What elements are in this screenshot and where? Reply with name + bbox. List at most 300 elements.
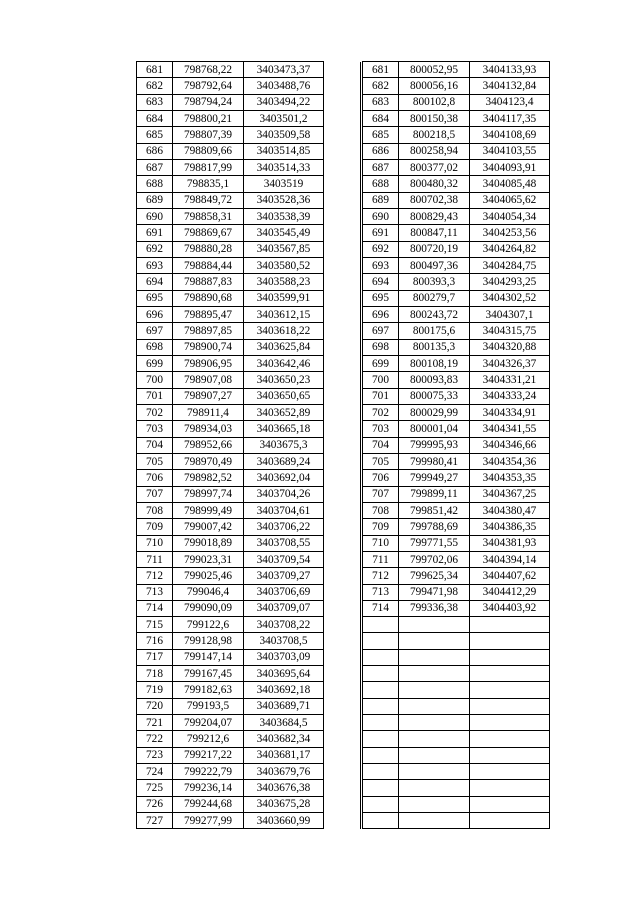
- point-number-cell: 703: [363, 421, 399, 437]
- table-row: [137, 666, 361, 682]
- y-coordinate-cell: 3404117,35: [470, 110, 550, 126]
- x-coordinate-cell: 799277,99: [173, 813, 244, 829]
- table-row: [363, 355, 550, 371]
- point-number-cell: 703: [137, 421, 173, 437]
- blank-cell: [324, 633, 361, 649]
- empty-cell: [363, 796, 399, 812]
- blank-cell: [324, 339, 361, 355]
- point-number-cell: 693: [137, 257, 173, 273]
- left-coordinate-table: [136, 61, 361, 829]
- table-row: [137, 241, 361, 257]
- x-coordinate-cell: 799244,68: [173, 796, 244, 812]
- empty-table-row: [363, 764, 550, 780]
- point-number-cell: 714: [137, 600, 173, 616]
- point-number-cell: 712: [363, 568, 399, 584]
- empty-cell: [399, 698, 470, 714]
- table-row: [137, 421, 361, 437]
- point-number-cell: 710: [363, 535, 399, 551]
- point-number-cell: 702: [137, 404, 173, 420]
- empty-cell: [399, 747, 470, 763]
- x-coordinate-cell: 799182,63: [173, 682, 244, 698]
- blank-cell: [324, 584, 361, 600]
- empty-cell: [470, 764, 550, 780]
- blank-cell: [324, 208, 361, 224]
- x-coordinate-cell: 800829,43: [399, 208, 470, 224]
- point-number-cell: 720: [137, 698, 173, 714]
- blank-cell: [324, 78, 361, 94]
- point-number-cell: 707: [137, 486, 173, 502]
- point-number-cell: 708: [363, 502, 399, 518]
- point-number-cell: 711: [363, 551, 399, 567]
- table-row: [137, 502, 361, 518]
- y-coordinate-cell: 3404334,91: [470, 404, 550, 420]
- empty-cell: [399, 715, 470, 731]
- y-coordinate-cell: 3403514,33: [244, 159, 324, 175]
- point-number-cell: 688: [363, 176, 399, 192]
- y-coordinate-cell: 3403675,28: [244, 796, 324, 812]
- point-number-cell: 696: [137, 306, 173, 322]
- point-number-cell: 687: [363, 159, 399, 175]
- point-number-cell: 706: [363, 470, 399, 486]
- blank-cell: [324, 698, 361, 714]
- x-coordinate-cell: 799788,69: [399, 519, 470, 535]
- point-number-cell: 698: [137, 339, 173, 355]
- point-number-cell: 693: [363, 257, 399, 273]
- x-coordinate-cell: 798858,31: [173, 208, 244, 224]
- empty-cell: [363, 731, 399, 747]
- point-number-cell: 727: [137, 813, 173, 829]
- x-coordinate-cell: 798907,08: [173, 372, 244, 388]
- point-number-cell: 682: [363, 78, 399, 94]
- empty-cell: [399, 666, 470, 682]
- point-number-cell: 691: [363, 225, 399, 241]
- blank-cell: [324, 486, 361, 502]
- point-number-cell: 683: [363, 94, 399, 110]
- empty-cell: [470, 780, 550, 796]
- blank-cell: [324, 421, 361, 437]
- x-coordinate-cell: 798794,24: [173, 94, 244, 110]
- table-row: [137, 698, 361, 714]
- table-row: [137, 372, 361, 388]
- blank-cell: [324, 551, 361, 567]
- table-row: [137, 813, 361, 829]
- x-coordinate-cell: 800093,83: [399, 372, 470, 388]
- x-coordinate-cell: 798999,49: [173, 502, 244, 518]
- table-row: [137, 796, 361, 812]
- x-coordinate-cell: 800497,36: [399, 257, 470, 273]
- point-number-cell: 692: [137, 241, 173, 257]
- table-row: [137, 208, 361, 224]
- empty-cell: [470, 633, 550, 649]
- point-number-cell: 701: [137, 388, 173, 404]
- blank-cell: [324, 372, 361, 388]
- table-row: [137, 339, 361, 355]
- table-row: [137, 127, 361, 143]
- x-coordinate-cell: 798807,39: [173, 127, 244, 143]
- y-coordinate-cell: 3404331,21: [470, 372, 550, 388]
- y-coordinate-cell: 3403473,37: [244, 62, 324, 78]
- point-number-cell: 698: [363, 339, 399, 355]
- y-coordinate-cell: 3403692,04: [244, 470, 324, 486]
- point-number-cell: 715: [137, 617, 173, 633]
- table-row: [363, 339, 550, 355]
- x-coordinate-cell: 798934,03: [173, 421, 244, 437]
- x-coordinate-cell: 800001,04: [399, 421, 470, 437]
- y-coordinate-cell: 3403642,46: [244, 355, 324, 371]
- y-coordinate-cell: 3403689,24: [244, 453, 324, 469]
- blank-cell: [324, 241, 361, 257]
- blank-cell: [324, 666, 361, 682]
- table-row: [363, 519, 550, 535]
- y-coordinate-cell: 3403681,17: [244, 747, 324, 763]
- table-row: [137, 535, 361, 551]
- table-row: [137, 257, 361, 273]
- point-number-cell: 702: [363, 404, 399, 420]
- y-coordinate-cell: 3403706,69: [244, 584, 324, 600]
- y-coordinate-cell: 3404333,24: [470, 388, 550, 404]
- x-coordinate-cell: 798895,47: [173, 306, 244, 322]
- y-coordinate-cell: 3403567,85: [244, 241, 324, 257]
- y-coordinate-cell: 3404341,55: [470, 421, 550, 437]
- y-coordinate-cell: 3403709,07: [244, 600, 324, 616]
- empty-table-row: [363, 666, 550, 682]
- y-coordinate-cell: 3403695,64: [244, 666, 324, 682]
- empty-table-row: [363, 715, 550, 731]
- y-coordinate-cell: 3403665,18: [244, 421, 324, 437]
- blank-cell: [324, 257, 361, 273]
- point-number-cell: 711: [137, 551, 173, 567]
- point-number-cell: 696: [363, 306, 399, 322]
- empty-cell: [363, 682, 399, 698]
- right-coordinate-table-container: [362, 61, 550, 829]
- y-coordinate-cell: 3404367,25: [470, 486, 550, 502]
- empty-cell: [470, 813, 550, 829]
- table-row: [137, 780, 361, 796]
- point-number-cell: 697: [363, 323, 399, 339]
- empty-table-row: [363, 747, 550, 763]
- table-row: [137, 274, 361, 290]
- x-coordinate-cell: 800218,5: [399, 127, 470, 143]
- x-coordinate-cell: 798970,49: [173, 453, 244, 469]
- blank-cell: [324, 715, 361, 731]
- x-coordinate-cell: 798952,66: [173, 437, 244, 453]
- y-coordinate-cell: 3403692,18: [244, 682, 324, 698]
- y-coordinate-cell: 3403706,22: [244, 519, 324, 535]
- blank-cell: [324, 290, 361, 306]
- y-coordinate-cell: 3404253,56: [470, 225, 550, 241]
- table-row: [363, 94, 550, 110]
- table-row: [137, 453, 361, 469]
- y-coordinate-cell: 3404394,14: [470, 551, 550, 567]
- table-row: [137, 519, 361, 535]
- x-coordinate-cell: 799899,11: [399, 486, 470, 502]
- x-coordinate-cell: 799702,06: [399, 551, 470, 567]
- y-coordinate-cell: 3404093,91: [470, 159, 550, 175]
- x-coordinate-cell: 798884,44: [173, 257, 244, 273]
- x-coordinate-cell: 798911,4: [173, 404, 244, 420]
- blank-cell: [324, 192, 361, 208]
- table-row: [137, 78, 361, 94]
- x-coordinate-cell: 799204,07: [173, 715, 244, 731]
- table-row: [363, 584, 550, 600]
- y-coordinate-cell: 3403588,23: [244, 274, 324, 290]
- y-coordinate-cell: 3403528,36: [244, 192, 324, 208]
- y-coordinate-cell: 3404315,75: [470, 323, 550, 339]
- point-number-cell: 722: [137, 731, 173, 747]
- table-row: [137, 764, 361, 780]
- table-row: [137, 355, 361, 371]
- point-number-cell: 714: [363, 600, 399, 616]
- table-row: [363, 453, 550, 469]
- x-coordinate-cell: 798887,83: [173, 274, 244, 290]
- blank-cell: [324, 568, 361, 584]
- point-number-cell: 707: [363, 486, 399, 502]
- y-coordinate-cell: 3403538,39: [244, 208, 324, 224]
- y-coordinate-cell: 3403650,23: [244, 372, 324, 388]
- y-coordinate-cell: 3403708,5: [244, 633, 324, 649]
- table-row: [363, 274, 550, 290]
- y-coordinate-cell: 3403704,61: [244, 502, 324, 518]
- x-coordinate-cell: 798906,95: [173, 355, 244, 371]
- x-coordinate-cell: 798835,1: [173, 176, 244, 192]
- empty-cell: [470, 747, 550, 763]
- point-number-cell: 691: [137, 225, 173, 241]
- table-row: [137, 551, 361, 567]
- point-number-cell: 704: [137, 437, 173, 453]
- point-number-cell: 705: [137, 453, 173, 469]
- x-coordinate-cell: 800029,99: [399, 404, 470, 420]
- point-number-cell: 709: [363, 519, 399, 535]
- empty-table-row: [363, 682, 550, 698]
- x-coordinate-cell: 799147,14: [173, 649, 244, 665]
- point-number-cell: 695: [137, 290, 173, 306]
- empty-table-row: [363, 731, 550, 747]
- empty-cell: [470, 617, 550, 633]
- table-row: [137, 306, 361, 322]
- blank-cell: [324, 306, 361, 322]
- x-coordinate-cell: 798817,99: [173, 159, 244, 175]
- point-number-cell: 708: [137, 502, 173, 518]
- blank-cell: [324, 62, 361, 78]
- y-coordinate-cell: 3403703,09: [244, 649, 324, 665]
- empty-table-row: [363, 796, 550, 812]
- table-row: [137, 649, 361, 665]
- x-coordinate-cell: 799167,45: [173, 666, 244, 682]
- blank-cell: [324, 388, 361, 404]
- x-coordinate-cell: 799949,27: [399, 470, 470, 486]
- table-row: [137, 323, 361, 339]
- blank-cell: [324, 535, 361, 551]
- point-number-cell: 699: [137, 355, 173, 371]
- table-row: [363, 551, 550, 567]
- empty-cell: [363, 698, 399, 714]
- x-coordinate-cell: 799122,6: [173, 617, 244, 633]
- y-coordinate-cell: 3404407,62: [470, 568, 550, 584]
- y-coordinate-cell: 3404380,47: [470, 502, 550, 518]
- point-number-cell: 692: [363, 241, 399, 257]
- point-number-cell: 699: [363, 355, 399, 371]
- empty-cell: [399, 633, 470, 649]
- y-coordinate-cell: 3404293,25: [470, 274, 550, 290]
- x-coordinate-cell: 800150,38: [399, 110, 470, 126]
- point-number-cell: 723: [137, 747, 173, 763]
- point-number-cell: 700: [363, 372, 399, 388]
- empty-table-row: [363, 649, 550, 665]
- x-coordinate-cell: 799995,93: [399, 437, 470, 453]
- empty-cell: [363, 747, 399, 763]
- point-number-cell: 685: [137, 127, 173, 143]
- blank-cell: [324, 649, 361, 665]
- y-coordinate-cell: 3404284,75: [470, 257, 550, 273]
- point-number-cell: 683: [137, 94, 173, 110]
- table-row: [363, 257, 550, 273]
- x-coordinate-cell: 799336,38: [399, 600, 470, 616]
- y-coordinate-cell: 3403494,22: [244, 94, 324, 110]
- table-row: [363, 192, 550, 208]
- empty-cell: [363, 649, 399, 665]
- empty-cell: [399, 780, 470, 796]
- y-coordinate-cell: 3403675,3: [244, 437, 324, 453]
- y-coordinate-cell: 3404302,52: [470, 290, 550, 306]
- point-number-cell: 694: [363, 274, 399, 290]
- x-coordinate-cell: 799018,89: [173, 535, 244, 551]
- table-row: [137, 747, 361, 763]
- table-row: [137, 617, 361, 633]
- point-number-cell: 689: [137, 192, 173, 208]
- empty-cell: [399, 731, 470, 747]
- point-number-cell: 681: [137, 62, 173, 78]
- empty-cell: [470, 715, 550, 731]
- y-coordinate-cell: 3404133,93: [470, 62, 550, 78]
- empty-cell: [399, 764, 470, 780]
- empty-cell: [470, 698, 550, 714]
- table-row: [363, 486, 550, 502]
- blank-cell: [324, 780, 361, 796]
- y-coordinate-cell: 3403580,52: [244, 257, 324, 273]
- point-number-cell: 685: [363, 127, 399, 143]
- x-coordinate-cell: 798890,68: [173, 290, 244, 306]
- y-coordinate-cell: 3404353,35: [470, 470, 550, 486]
- point-number-cell: 706: [137, 470, 173, 486]
- y-coordinate-cell: 3403682,34: [244, 731, 324, 747]
- table-row: [137, 110, 361, 126]
- x-coordinate-cell: 799980,41: [399, 453, 470, 469]
- point-number-cell: 694: [137, 274, 173, 290]
- table-row: [137, 192, 361, 208]
- x-coordinate-cell: 800052,95: [399, 62, 470, 78]
- empty-cell: [399, 617, 470, 633]
- empty-cell: [470, 649, 550, 665]
- table-row: [137, 225, 361, 241]
- table-row: [137, 470, 361, 486]
- x-coordinate-cell: 799090,09: [173, 600, 244, 616]
- x-coordinate-cell: 798900,74: [173, 339, 244, 355]
- y-coordinate-cell: 3403709,27: [244, 568, 324, 584]
- empty-cell: [470, 796, 550, 812]
- point-number-cell: 719: [137, 682, 173, 698]
- point-number-cell: 716: [137, 633, 173, 649]
- blank-cell: [324, 470, 361, 486]
- table-row: [137, 437, 361, 453]
- x-coordinate-cell: 798849,72: [173, 192, 244, 208]
- empty-cell: [363, 617, 399, 633]
- table-row: [137, 143, 361, 159]
- y-coordinate-cell: 3403708,55: [244, 535, 324, 551]
- y-coordinate-cell: 3403509,58: [244, 127, 324, 143]
- x-coordinate-cell: 798809,66: [173, 143, 244, 159]
- y-coordinate-cell: 3404108,69: [470, 127, 550, 143]
- x-coordinate-cell: 800135,3: [399, 339, 470, 355]
- x-coordinate-cell: 800056,16: [399, 78, 470, 94]
- table-row: [363, 600, 550, 616]
- y-coordinate-cell: 3403708,22: [244, 617, 324, 633]
- point-number-cell: 704: [363, 437, 399, 453]
- empty-table-row: [363, 617, 550, 633]
- x-coordinate-cell: 798997,74: [173, 486, 244, 502]
- x-coordinate-cell: 799007,42: [173, 519, 244, 535]
- blank-cell: [324, 274, 361, 290]
- empty-cell: [470, 731, 550, 747]
- y-coordinate-cell: 3404412,29: [470, 584, 550, 600]
- table-row: [137, 94, 361, 110]
- table-row: [137, 633, 361, 649]
- x-coordinate-cell: 798869,67: [173, 225, 244, 241]
- y-coordinate-cell: 3404054,34: [470, 208, 550, 224]
- table-row: [363, 159, 550, 175]
- table-row: [363, 127, 550, 143]
- point-number-cell: 688: [137, 176, 173, 192]
- y-coordinate-cell: 3403650,65: [244, 388, 324, 404]
- x-coordinate-cell: 800702,38: [399, 192, 470, 208]
- y-coordinate-cell: 3403545,49: [244, 225, 324, 241]
- blank-cell: [324, 453, 361, 469]
- x-coordinate-cell: 799212,6: [173, 731, 244, 747]
- point-number-cell: 690: [363, 208, 399, 224]
- table-row: [363, 535, 550, 551]
- x-coordinate-cell: 799128,98: [173, 633, 244, 649]
- table-row: [363, 421, 550, 437]
- x-coordinate-cell: 799771,55: [399, 535, 470, 551]
- empty-cell: [363, 633, 399, 649]
- point-number-cell: 726: [137, 796, 173, 812]
- table-row: [363, 568, 550, 584]
- empty-cell: [363, 715, 399, 731]
- table-row: [363, 110, 550, 126]
- y-coordinate-cell: 3403519: [244, 176, 324, 192]
- empty-table-row: [363, 633, 550, 649]
- table-row: [363, 470, 550, 486]
- x-coordinate-cell: 800279,7: [399, 290, 470, 306]
- x-coordinate-cell: 800175,6: [399, 323, 470, 339]
- point-number-cell: 700: [137, 372, 173, 388]
- x-coordinate-cell: 800258,94: [399, 143, 470, 159]
- point-number-cell: 713: [363, 584, 399, 600]
- right-table-body: [363, 62, 550, 829]
- table-row: [137, 715, 361, 731]
- table-row: [363, 78, 550, 94]
- point-number-cell: 721: [137, 715, 173, 731]
- x-coordinate-cell: 798982,52: [173, 470, 244, 486]
- blank-cell: [324, 323, 361, 339]
- empty-cell: [470, 682, 550, 698]
- x-coordinate-cell: 799217,22: [173, 747, 244, 763]
- point-number-cell: 724: [137, 764, 173, 780]
- empty-cell: [363, 813, 399, 829]
- blank-cell: [324, 617, 361, 633]
- blank-cell: [324, 502, 361, 518]
- table-row: [137, 731, 361, 747]
- y-coordinate-cell: 3403676,38: [244, 780, 324, 796]
